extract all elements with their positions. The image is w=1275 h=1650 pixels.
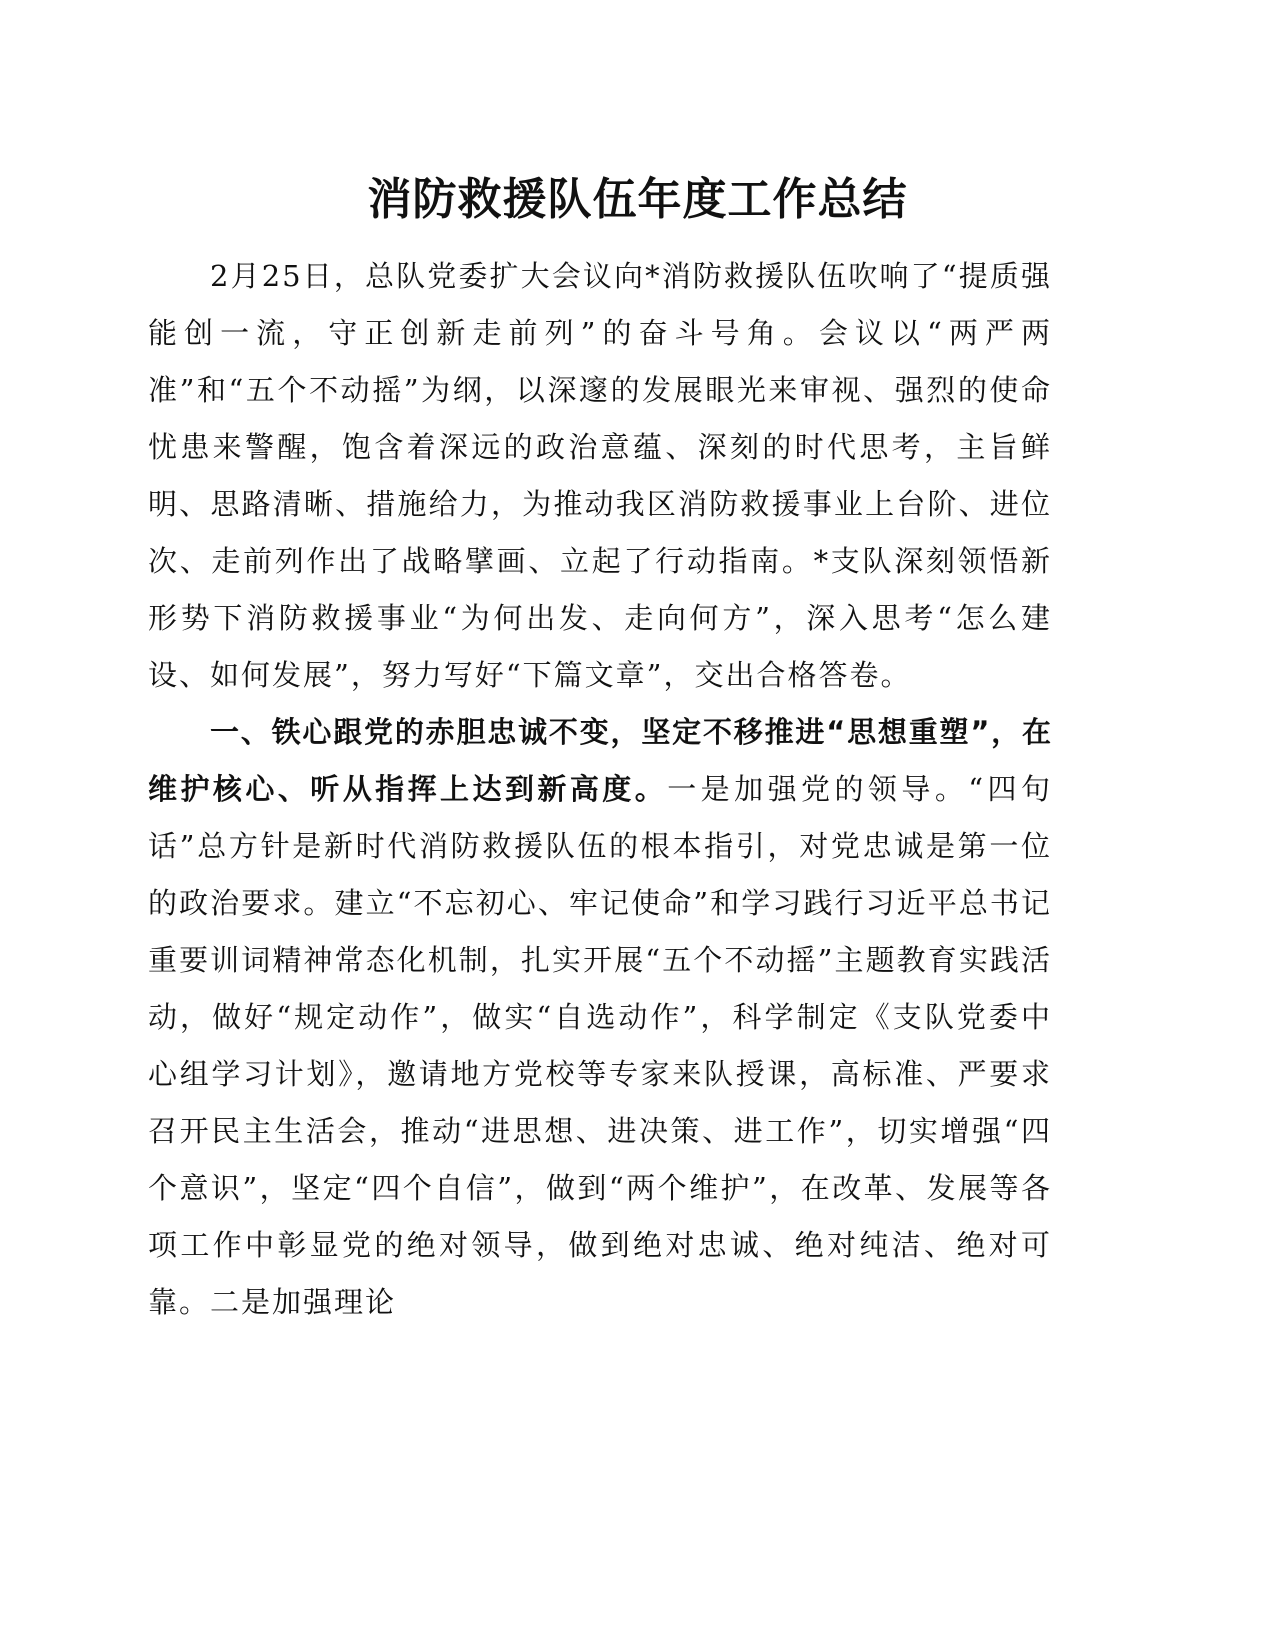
document-title: 消防救援队伍年度工作总结 <box>367 174 908 225</box>
intro-paragraph: 2月25日，总队党委扩大会议向*消防救援队伍吹响了“提质强能创一流，守正创新走前列”的奋斗号角。会议以“两严两准”和“五个不动摇”为纲，以深邃的发展眼光来审视、强烈的使命忧患来警醒，饱含着深远的政治意蕴、深刻的时代思考，主旨鲜明、思路清晰、措施给力，为推动我区消防救援事业上台阶、进位次、走前列作出了战略擘画、立起了行动指南。*支队深刻领悟新形势下消防救援事业“为何出发、走向何方”，深入思考“怎么建设、如何发展”，努力写好“下篇文章”，交出合格答卷。 <box>148 259 1052 692</box>
section-one-paragraph <box>148 704 1052 1331</box>
section-one-body: 一是加强党的领导。“四句话”总方针是新时代消防救援队伍的根本指引，对党忠诚是第一位的政治要求。建立“不忘初心、牢记使命”和学习践行习近平总书记重要训词精神常态化机制，扎实开展“五个不动摇”主题教育实践活动，做好“规定动作”，做实“自选动作”，科学制定《支队党委中心组学习计划》，邀请地方党校等专家来队授课，高标准、严要求召开民主生活会，推动“进思想、进决策、进工作”，切实增强“四个意识”，坚定“四个自信”，做到“两个维护”，在改革、发展等各项工作中彰显党的绝对领导，做到绝对忠诚、绝对纯洁、绝对可靠。二是加强理论 <box>148 772 1052 1319</box>
section-one-heading: 一、铁心跟党的赤胆忠诚不变，坚定不移推进“思想重塑”，在维护核心、听从指挥上达到新高度。 <box>148 715 1052 806</box>
document-body <box>148 248 1052 1331</box>
